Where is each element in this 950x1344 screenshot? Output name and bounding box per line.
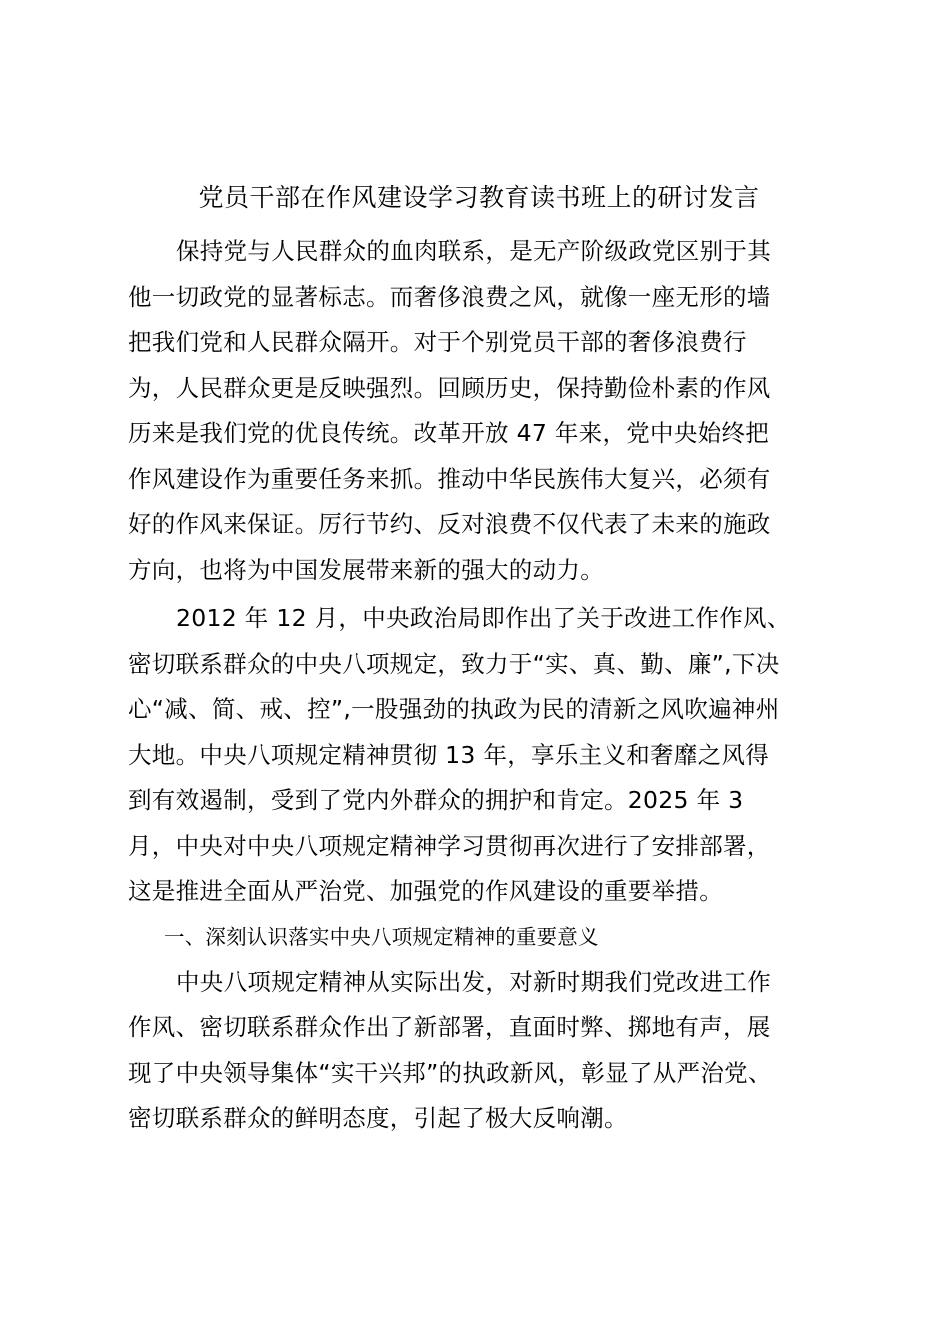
- paragraph-2-line-2: 密切联系群众的中央八项规定，致力于“实、真、勤、廉”,下决: [128, 649, 780, 678]
- paragraph-2-line-6: 月，中央对中央八项规定精神学习贯彻再次进行了安排部署，: [128, 831, 771, 860]
- paragraph-1-line-6: 作风建设作为重要任务来抓。推动中华民族伟大复兴，必须有: [128, 464, 771, 493]
- paragraph-2-line-1: 2012 年 12 月，中央政治局即作出了关于改进工作作风、: [176, 604, 791, 632]
- section-paragraph-line-1: 中央八项规定精神从实际出发，对新时期我们党改进工作: [176, 967, 771, 996]
- section-heading: 一、深刻认识落实中央八项规定精神的重要意义: [164, 924, 599, 949]
- paragraph-1-line-2: 他一切政党的显著标志。而奢侈浪费之风，就像一座无形的墙: [128, 282, 771, 311]
- document-body: [128, 229, 828, 1142]
- document-title: 党员干部在作风建设学习教育读书班上的研讨发言: [198, 183, 760, 212]
- section-paragraph-line-3: 现了中央领导集体“实干兴邦”的执政新风，彰显了从严治党、: [128, 1058, 772, 1087]
- paragraph-2-line-5: 到有效遏制，受到了党内外群众的拥护和肯定。2025 年 3: [128, 786, 744, 814]
- section-paragraph-line-4: 密切联系群众的鲜明态度，引起了极大反响潮。: [128, 1104, 628, 1132]
- paragraph-2-line-3: 心“减、简、戒、控”,一股强劲的执政为民的清新之风吹遍神州: [128, 695, 780, 723]
- paragraph-1-line-7: 好的作风来保证。厉行节约、反对浪费不仅代表了未来的施政: [128, 510, 771, 538]
- paragraph-2-line-4: 大地。中央八项规定精神贯彻 13 年，享乐主义和奢靡之风得: [128, 740, 770, 769]
- paragraph-1-line-1: 保持党与人民群众的血肉联系，是无产阶级政党区别于其: [176, 237, 771, 265]
- paragraph-1-line-3: 把我们党和人民群众隔开。对于个别党员干部的奢侈浪费行: [128, 328, 747, 356]
- paragraph-1-line-4: 为，人民群众更是反映强烈。回顾历史，保持勤俭朴素的作风: [128, 373, 771, 402]
- paragraph-1-line-5: 历来是我们党的优良传统。改革开放 47 年来，党中央始终把: [128, 419, 770, 447]
- section-paragraph-line-2: 作风、密切联系群众作出了新部署，直面时弊、掷地有声，展: [128, 1013, 771, 1041]
- paragraph-2-line-7: 这是推进全面从严治党、加强党的作风建设的重要举措。: [128, 877, 723, 905]
- paragraph-1-line-8: 方向，也将为中国发展带来新的强大的动力。: [128, 555, 604, 584]
